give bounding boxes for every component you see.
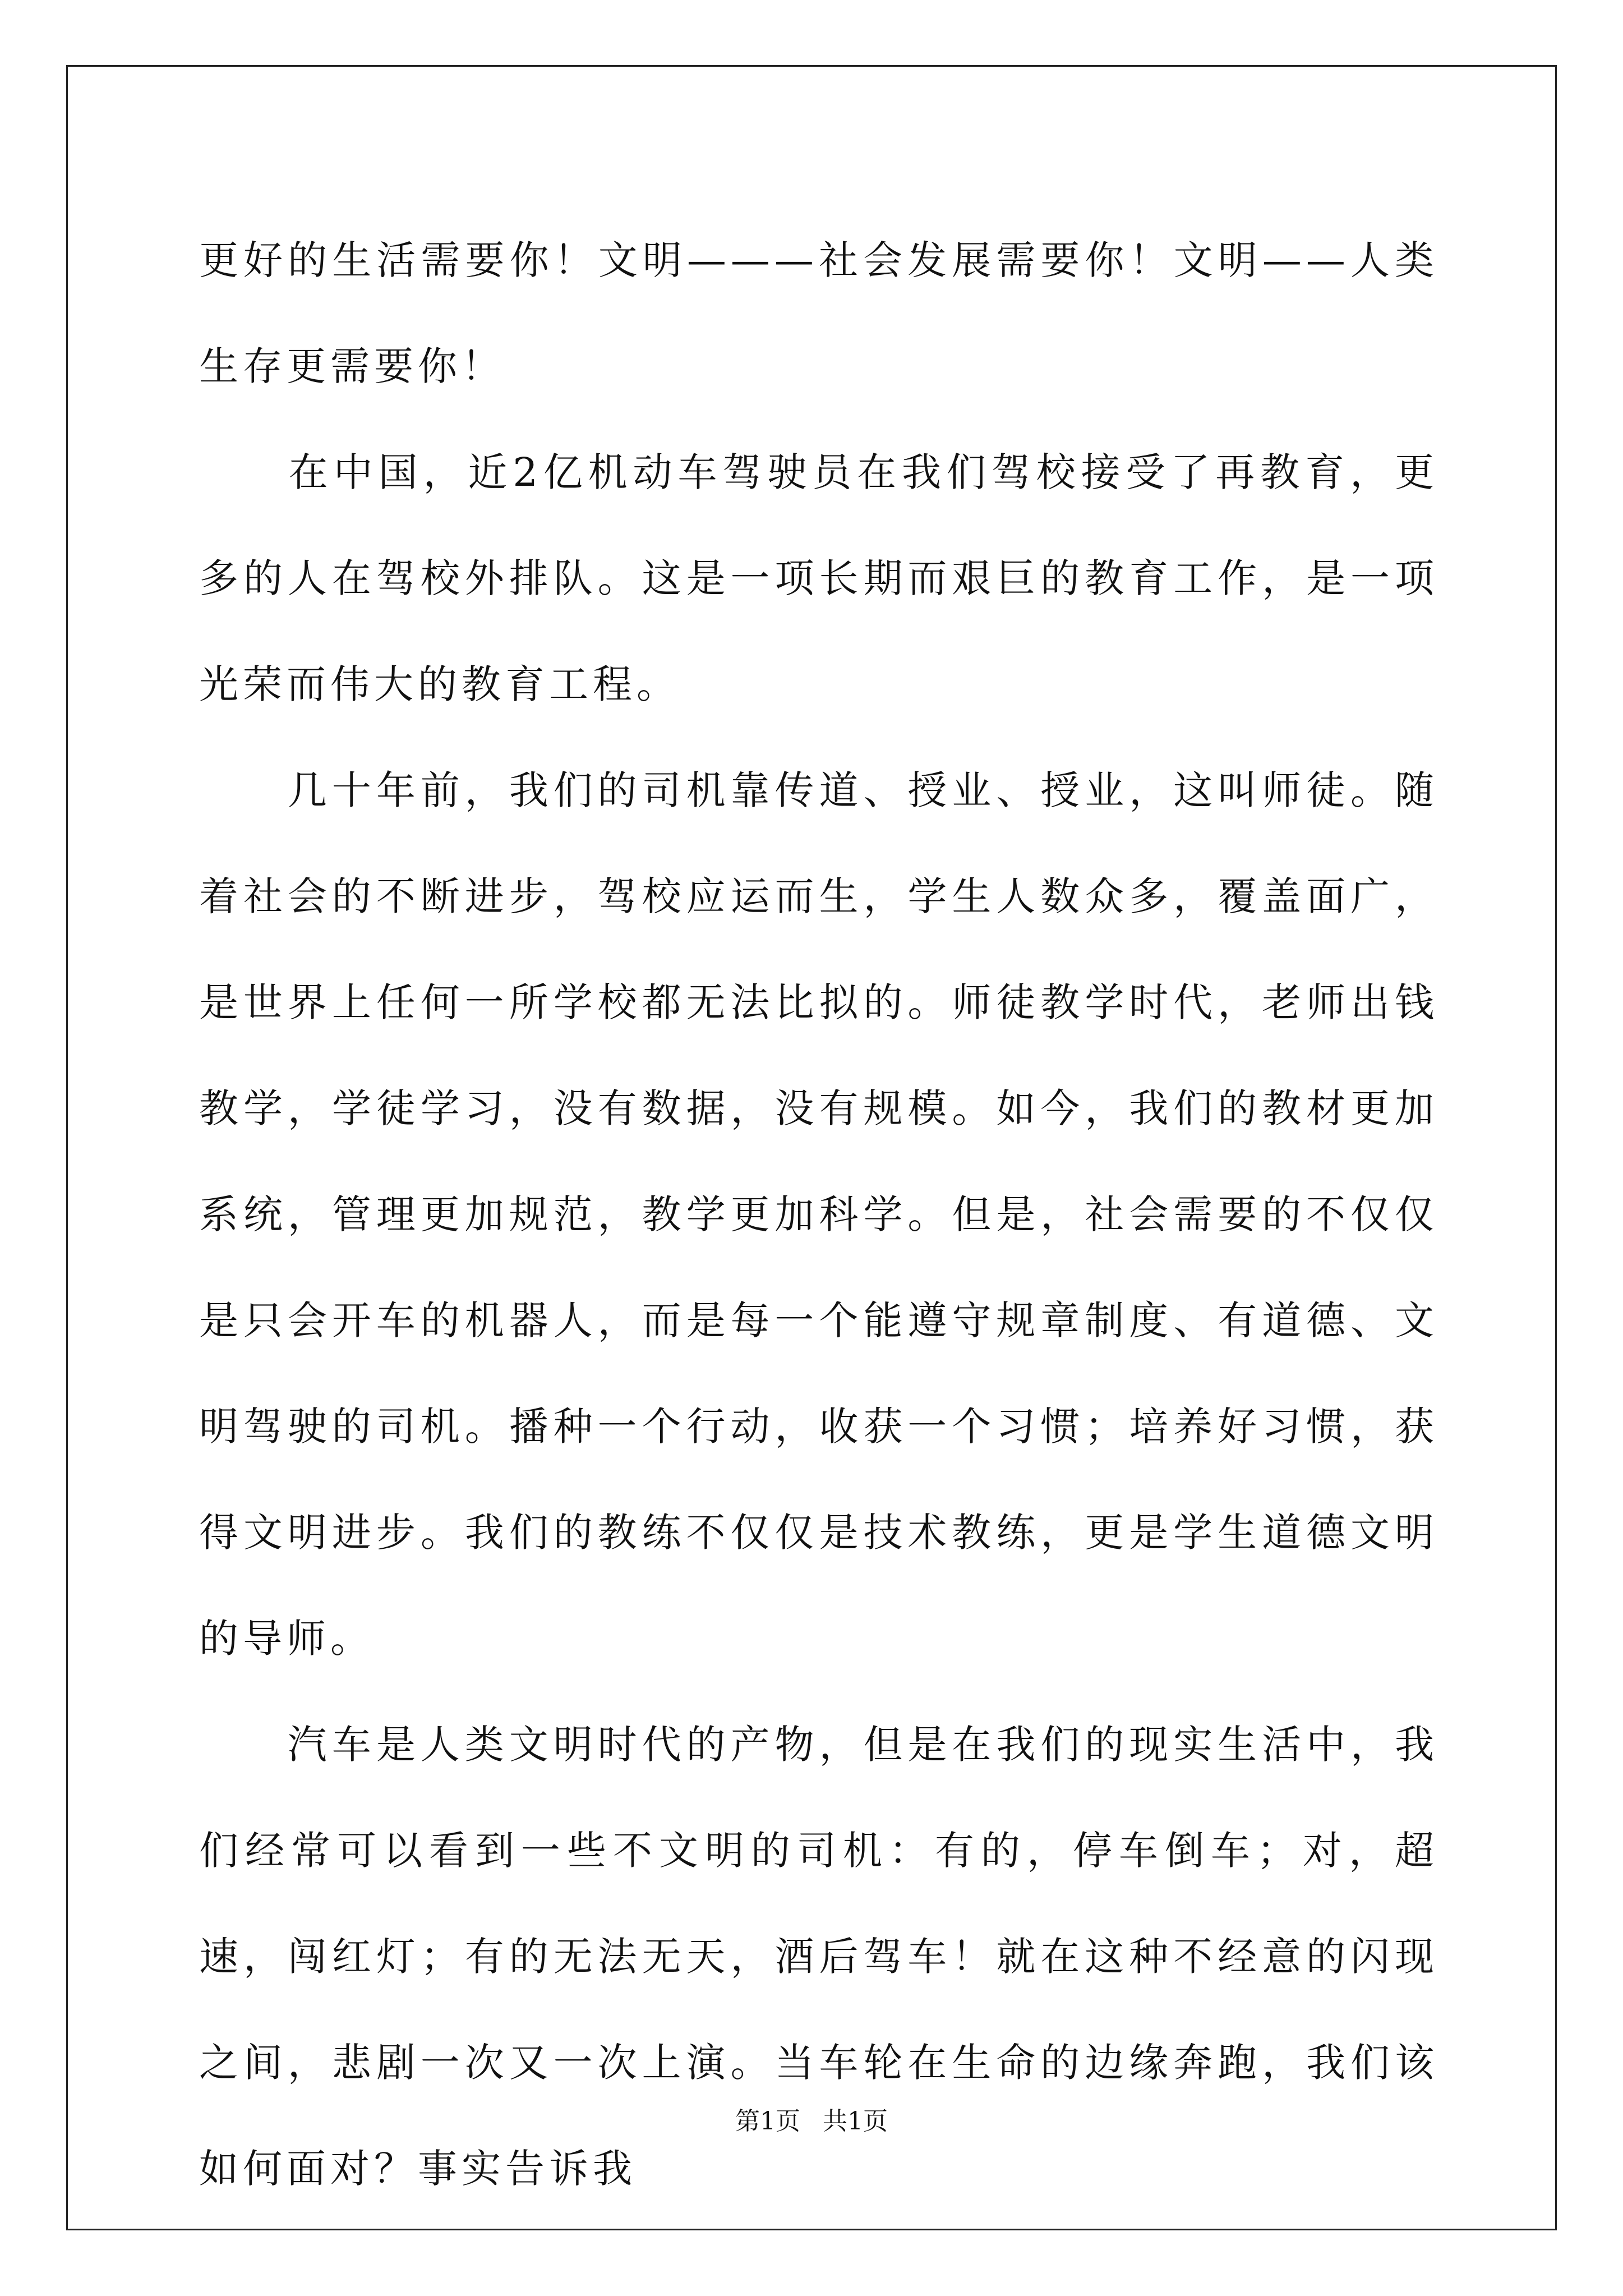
paragraph-3: 几十年前，我们的司机靠传道、授业、授业，这叫师徒。随着社会的不断进步，驾校应运而生，学生人数众多，覆盖面广，是世界上任何一所学校都无法比拟的。师徒教学时代，老师出钱教学，学徒学习，没有数据，没有规模。如今，我们的教材更加系统，管理更加规范，教学更加科学。但是，社会需要的不仅仅是只会开车的机器人，而是每一个能遵守规章制度、有道德、文明驾驶的司机。播种一个行动，收获一个习惯；培养好习惯，获得文明进步。我们的教练不仅仅是技术教练，更是学生道德文明的导师。 <box>199 767 1438 1662</box>
page-number: 第1页 <box>735 2107 800 2136</box>
paragraph-2: 在中国，近2亿机动车驾驶员在我们驾校接受了再教育，更多的人在驾校外排队。这是一项长期而艰巨的教育工作，是一项光荣而伟大的教育工程。 <box>199 449 1438 707</box>
page-total: 共1页 <box>823 2107 888 2136</box>
paragraph-4: 汽车是人类文明时代的产物，但是在我们的现实生活中，我们经常可以看到一些不文明的司机：有的，停车倒车；对，超速，闯红灯；有的无法无天，酒后驾车！就在这种不经意的闪现之间，悲剧一次又一次上演。当车轮在生命的边缘奔跑，我们该如何面对？事实告诉我 <box>199 1722 1438 2192</box>
document-body <box>199 208 1438 2222</box>
paragraph-1: 更好的生活需要你！文明———社会发展需要你！文明——人类生存更需要你！ <box>199 237 1438 389</box>
page-footer <box>0 2105 1623 2138</box>
